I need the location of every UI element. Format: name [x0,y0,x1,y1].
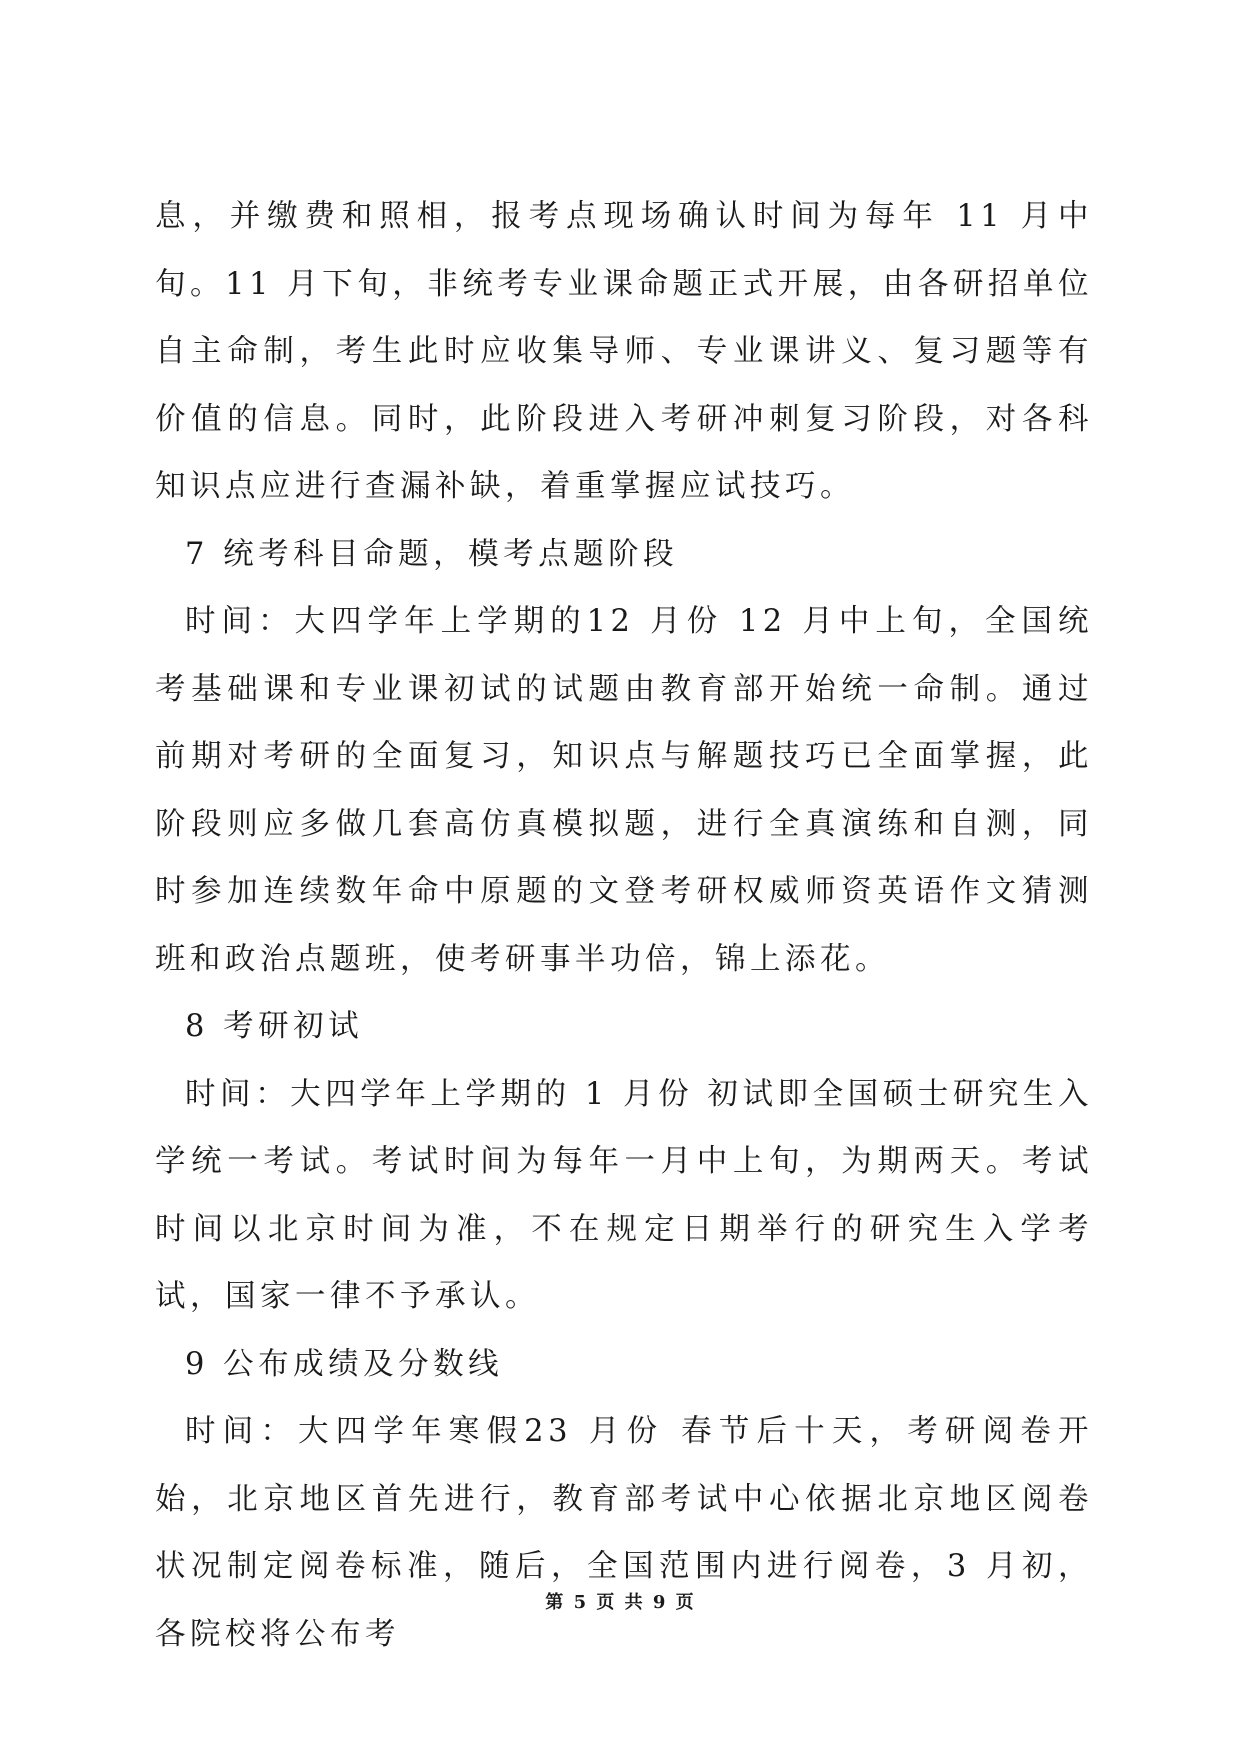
page-number-footer: 第 5 页 共 9 页 [545,1592,696,1613]
heading-section-7: 7 统考科目命题，模考点题阶段 [185,536,679,572]
paragraph-section-7: 时间：大四学年上学期的12 月份 12 月中上旬，全国统考基础课和专业课初试的试题由教育部开始统一命制。通过前期对考研的全面复习，知识点与解题技巧已全面掌握，此阶段则应多做几套高仿真模拟题，进行全真演练和自测，同时参加连续数年命中原题的文登考研权威师资英语作文猜测班和政治点题班，使考研事半功倍，锦上添花。 [155,604,1093,977]
paragraph-section-9: 时间：大四学年寒假23 月份 春节后十天，考研阅卷开始，北京地区首先进行，教育部考试中心依据北京地区阅卷状况制定阅卷标准，随后，全国范围内进行阅卷，3 月初，各院校将公布考 [155,1414,1093,1652]
paragraph-section-8: 时间：大四学年上学期的 1 月份 初试即全国硕士研究生入学统一考试。考试时间为每年一月中上旬，为期两天。考试时间以北京时间为准，不在规定日期举行的研究生入学考试，国家一律不予承认。 [155,1076,1093,1314]
heading-section-9: 9 公布成绩及分数线 [185,1346,504,1382]
heading-section-8: 8 考研初试 [185,1009,364,1044]
paragraph-confirmation-period: 息，并缴费和照相，报考点现场确认时间为每年 11 月中旬。11 月下旬，非统考专业课命题正式开展，由各研招单位自主命制，考生此时应收集导师、专业课讲义、复习题等有价值的信息。同时，此阶段进入考研冲刺复习阶段，对各科知识点应进行查漏补缺，着重掌握应试技巧。 [155,199,1093,504]
document-body [155,183,1093,1668]
